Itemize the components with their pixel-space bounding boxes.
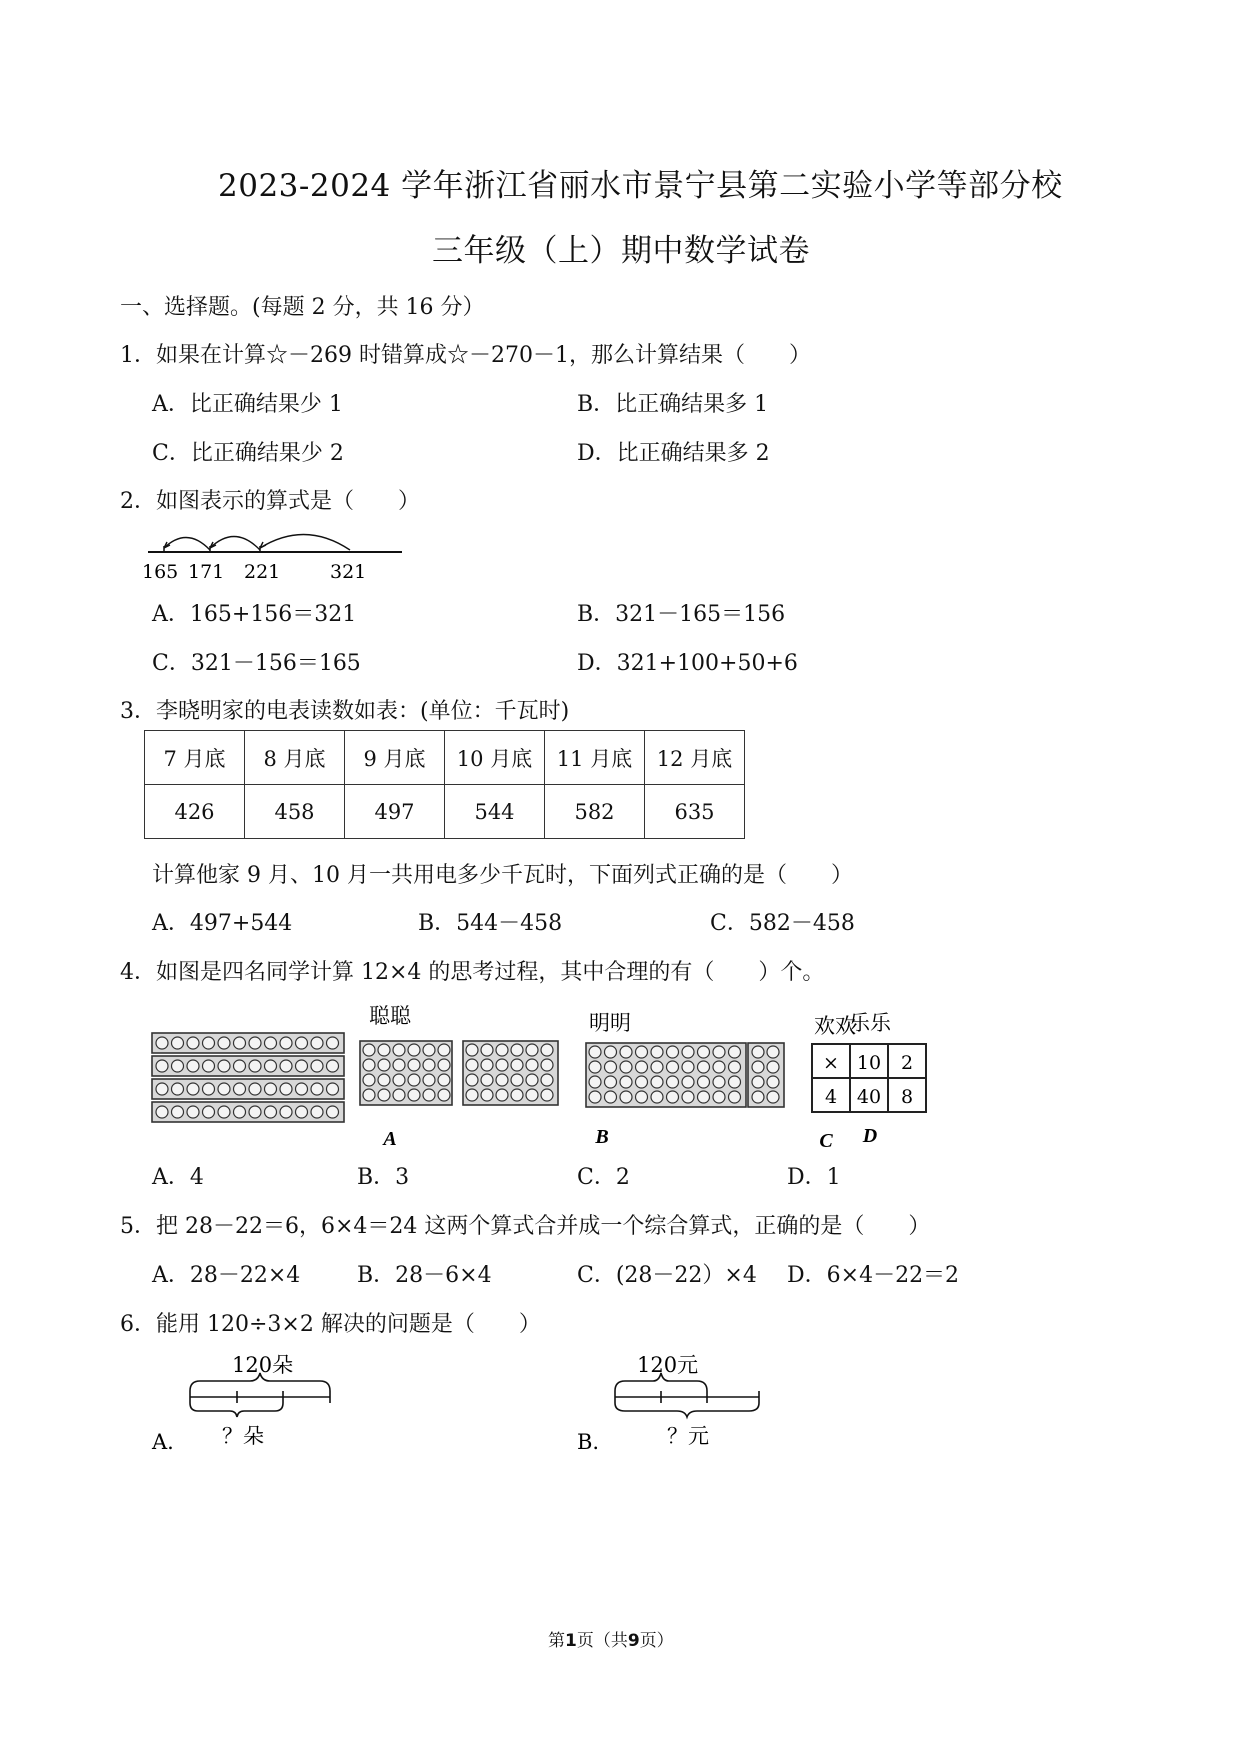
counter (481, 1074, 493, 1086)
q4-option-b: B．3 (357, 1165, 410, 1190)
q1-option-d: D．比正确结果多 2 (577, 441, 770, 466)
counter (752, 1061, 764, 1073)
counter (156, 1037, 168, 1049)
figure-label: C (819, 1130, 833, 1152)
counter (620, 1061, 632, 1073)
q2-option-d: D．321+100+50+6 (577, 651, 798, 676)
counter (156, 1060, 168, 1072)
counter (651, 1061, 663, 1073)
table-row (145, 785, 745, 839)
counter (729, 1076, 741, 1088)
counter (466, 1089, 478, 1101)
section-heading: 一、选择题。(每题 2 分，共 16 分） (120, 295, 485, 320)
counter (526, 1044, 538, 1056)
unknown-quantity: ？朵 (222, 1424, 264, 1448)
q2-option-c: C．321－156＝165 (152, 651, 361, 676)
counter (438, 1044, 450, 1056)
counter (203, 1106, 215, 1118)
counter (767, 1061, 779, 1073)
counter (408, 1059, 420, 1071)
counter (327, 1083, 339, 1095)
q3-option-a: A．497+544 (152, 911, 293, 936)
counter (172, 1037, 184, 1049)
bottom-brace (615, 1403, 759, 1417)
counter (496, 1044, 508, 1056)
jump-arc (210, 536, 260, 550)
student-name: 明明 (589, 1011, 631, 1035)
header-cell: 8 月底 (245, 731, 345, 785)
top-quantity: 120朵 (232, 1353, 294, 1377)
counter (187, 1106, 199, 1118)
counter (280, 1060, 292, 1072)
counter (408, 1074, 420, 1086)
grid-cell: 10 (856, 1052, 882, 1074)
q1-option-a: A．比正确结果少 1 (152, 392, 343, 417)
counter (249, 1060, 261, 1072)
counter (393, 1059, 405, 1071)
counter (156, 1083, 168, 1095)
option-label: A. (152, 1430, 174, 1454)
top-quantity: 120元 (637, 1353, 699, 1377)
counter (698, 1076, 710, 1088)
counter (752, 1076, 764, 1088)
value-cell: 458 (245, 785, 345, 839)
figure-label: D (862, 1125, 878, 1147)
counter (713, 1046, 725, 1058)
counter (526, 1074, 538, 1086)
counter (423, 1044, 435, 1056)
counter (589, 1076, 601, 1088)
header-cell: 11 月底 (545, 731, 645, 785)
counter (408, 1044, 420, 1056)
counter (767, 1076, 779, 1088)
q4-option-a: A．4 (152, 1165, 204, 1190)
figure-label: A (383, 1128, 397, 1150)
header-cell: 10 月底 (445, 731, 545, 785)
counter (713, 1061, 725, 1073)
tick-label: 171 (188, 561, 225, 583)
counter (713, 1076, 725, 1088)
q4-option-c: C．2 (577, 1165, 630, 1190)
grid-cell: 2 (900, 1052, 914, 1074)
counter (667, 1046, 679, 1058)
counter (363, 1074, 375, 1086)
counter (767, 1091, 779, 1103)
counter (423, 1089, 435, 1101)
counter (466, 1059, 478, 1071)
footer-text: 页） (639, 1631, 674, 1651)
counter (249, 1083, 261, 1095)
q3-option-b: B．544－458 (418, 911, 563, 936)
grid-cell: × (823, 1052, 839, 1074)
counter (541, 1089, 553, 1101)
counter (327, 1060, 339, 1072)
figure-label: B (595, 1126, 609, 1148)
counter (187, 1060, 199, 1072)
option-label: B. (577, 1430, 600, 1454)
jump-arc (164, 537, 210, 550)
counter (511, 1074, 523, 1086)
total-pages: 9 (627, 1631, 640, 1651)
counter (636, 1076, 648, 1088)
number-line-figure (140, 522, 410, 584)
counter (605, 1046, 617, 1058)
counter (234, 1037, 246, 1049)
header-cell: 9 月底 (345, 731, 445, 785)
counter (481, 1044, 493, 1056)
figure-b-groups (360, 1041, 558, 1105)
counter (729, 1061, 741, 1073)
counter (438, 1074, 450, 1086)
counter (423, 1074, 435, 1086)
header-cell: 7 月底 (145, 731, 245, 785)
counter (234, 1060, 246, 1072)
grid-cell: 8 (900, 1086, 914, 1108)
counter (249, 1037, 261, 1049)
counter (203, 1037, 215, 1049)
counter (203, 1060, 215, 1072)
q1-option-b: B．比正确结果多 1 (577, 392, 769, 417)
counter (651, 1046, 663, 1058)
counter (423, 1059, 435, 1071)
title-line-1: 2023-2024 学年浙江省丽水市景宁县第二实验小学等部分校 (218, 168, 1063, 204)
footer-text: 第 (548, 1631, 565, 1651)
counter (651, 1076, 663, 1088)
counter (172, 1083, 184, 1095)
counter (296, 1083, 308, 1095)
counter (438, 1059, 450, 1071)
counter (393, 1074, 405, 1086)
counter (296, 1106, 308, 1118)
counter (636, 1046, 648, 1058)
counter (296, 1060, 308, 1072)
counter (651, 1091, 663, 1103)
student-name: 聪聪 (369, 1004, 411, 1028)
q2-option-b: B．321－165＝156 (577, 602, 786, 627)
counter (172, 1060, 184, 1072)
counter (466, 1044, 478, 1056)
counter (363, 1089, 375, 1101)
counter (605, 1091, 617, 1103)
counter (526, 1089, 538, 1101)
counter (667, 1076, 679, 1088)
counter (378, 1074, 390, 1086)
counter (234, 1106, 246, 1118)
question-5-stem: 5．把 28－22＝6，6×4＝24 这两个算式合并成一个综合算式，正确的是（ ） (120, 1214, 931, 1239)
counter (172, 1106, 184, 1118)
student-name: 欢欢 (814, 1014, 856, 1038)
counter (218, 1060, 230, 1072)
counter (620, 1091, 632, 1103)
grid-cell: 4 (824, 1086, 838, 1108)
counter (605, 1061, 617, 1073)
counter (589, 1061, 601, 1073)
counter (327, 1037, 339, 1049)
counter (296, 1037, 308, 1049)
counter (378, 1089, 390, 1101)
counter (280, 1106, 292, 1118)
counter (682, 1091, 694, 1103)
q5-option-a: A．28－22×4 (152, 1263, 301, 1288)
counter (752, 1046, 764, 1058)
page-footer (548, 1626, 674, 1651)
counter (265, 1083, 277, 1095)
counter (481, 1089, 493, 1101)
segment-diagram-b (567, 1345, 797, 1460)
counter (667, 1091, 679, 1103)
counter (378, 1044, 390, 1056)
counter (218, 1083, 230, 1095)
figure-a-rows (152, 1033, 344, 1122)
counter (620, 1076, 632, 1088)
counter (311, 1106, 323, 1118)
q2-option-a: A．165+156＝321 (152, 602, 357, 627)
footer-text: 页（共 (576, 1631, 628, 1651)
counter (698, 1061, 710, 1073)
counter (589, 1046, 601, 1058)
counter (541, 1044, 553, 1056)
counter (511, 1059, 523, 1071)
counter (496, 1089, 508, 1101)
jump-arc (260, 534, 350, 550)
counter (511, 1089, 523, 1101)
counter (234, 1083, 246, 1095)
counter (438, 1089, 450, 1101)
question-4-stem: 4．如图是四名同学计算 12×4 的思考过程，其中合理的有（ ）个。 (120, 960, 825, 985)
figure-d-grid (800, 1000, 940, 1150)
meter-reading-table (144, 730, 745, 839)
counter (605, 1076, 617, 1088)
counter (729, 1046, 741, 1058)
counter (378, 1059, 390, 1071)
counter (682, 1061, 694, 1073)
counter (496, 1074, 508, 1086)
question-2-stem: 2．如图表示的算式是（ ） (120, 489, 420, 514)
counter (327, 1106, 339, 1118)
counter (363, 1044, 375, 1056)
counter (698, 1046, 710, 1058)
counter (187, 1083, 199, 1095)
question-6-stem: 6．能用 120÷3×2 解决的问题是（ ） (120, 1312, 541, 1337)
counter (187, 1037, 199, 1049)
counter (481, 1059, 493, 1071)
q1-option-c: C．比正确结果少 2 (152, 441, 344, 466)
tick-label: 165 (142, 561, 179, 583)
counter (767, 1046, 779, 1058)
counter (203, 1083, 215, 1095)
counter (589, 1091, 601, 1103)
q5-option-c: C．(28－22）×4 (577, 1263, 757, 1288)
counter (526, 1059, 538, 1071)
counter (218, 1037, 230, 1049)
header-cell: 12 月底 (645, 731, 745, 785)
value-cell: 635 (645, 785, 745, 839)
q5-option-b: B．28－6×4 (357, 1263, 492, 1288)
grid-cell: 40 (856, 1086, 882, 1108)
title-line-2: 三年级（上）期中数学试卷 (432, 233, 810, 269)
counter (265, 1060, 277, 1072)
q3-option-c: C．582－458 (710, 911, 855, 936)
figure-c-groups (586, 1043, 784, 1107)
page-number: 1 (565, 1631, 577, 1651)
tick-label: 221 (244, 561, 281, 583)
value-cell: 582 (545, 785, 645, 839)
value-cell: 426 (145, 785, 245, 839)
counter (218, 1106, 230, 1118)
question-3-stem: 3．李晓明家的电表读数如表：(单位：千瓦时) (120, 699, 570, 724)
counter (466, 1074, 478, 1086)
q4-option-d: D．1 (787, 1165, 841, 1190)
counter (363, 1059, 375, 1071)
counter (280, 1083, 292, 1095)
value-cell: 497 (345, 785, 445, 839)
unknown-quantity: ？元 (667, 1424, 709, 1448)
question-3-prompt: 计算他家 9 月、10 月一共用电多少千瓦时，下面列式正确的是（ ） (152, 863, 853, 888)
counter (265, 1037, 277, 1049)
counter (408, 1089, 420, 1101)
counter (249, 1106, 261, 1118)
counter (311, 1037, 323, 1049)
counter (667, 1061, 679, 1073)
counter (636, 1091, 648, 1103)
question-1-stem: 1．如果在计算☆－269 时错算成☆－270－1，那么计算结果（ ） (120, 343, 811, 368)
bottom-brace (190, 1403, 283, 1417)
value-cell: 544 (445, 785, 545, 839)
counter (636, 1061, 648, 1073)
segment-diagram-a (140, 1345, 370, 1460)
counter (713, 1091, 725, 1103)
tick-label: 321 (330, 561, 367, 583)
counter (393, 1044, 405, 1056)
counter (752, 1091, 764, 1103)
counter (729, 1091, 741, 1103)
counter (541, 1059, 553, 1071)
counter (698, 1091, 710, 1103)
counter (682, 1076, 694, 1088)
counter (311, 1083, 323, 1095)
counter (620, 1046, 632, 1058)
counter (682, 1046, 694, 1058)
counter (280, 1037, 292, 1049)
counter (393, 1089, 405, 1101)
counter (265, 1106, 277, 1118)
q5-option-d: D．6×4－22＝2 (787, 1263, 960, 1288)
counter (156, 1106, 168, 1118)
counter (511, 1044, 523, 1056)
counter (541, 1074, 553, 1086)
counter (496, 1059, 508, 1071)
student-name: 乐乐 (849, 1011, 891, 1035)
table-header-row (145, 731, 745, 785)
counter (311, 1060, 323, 1072)
